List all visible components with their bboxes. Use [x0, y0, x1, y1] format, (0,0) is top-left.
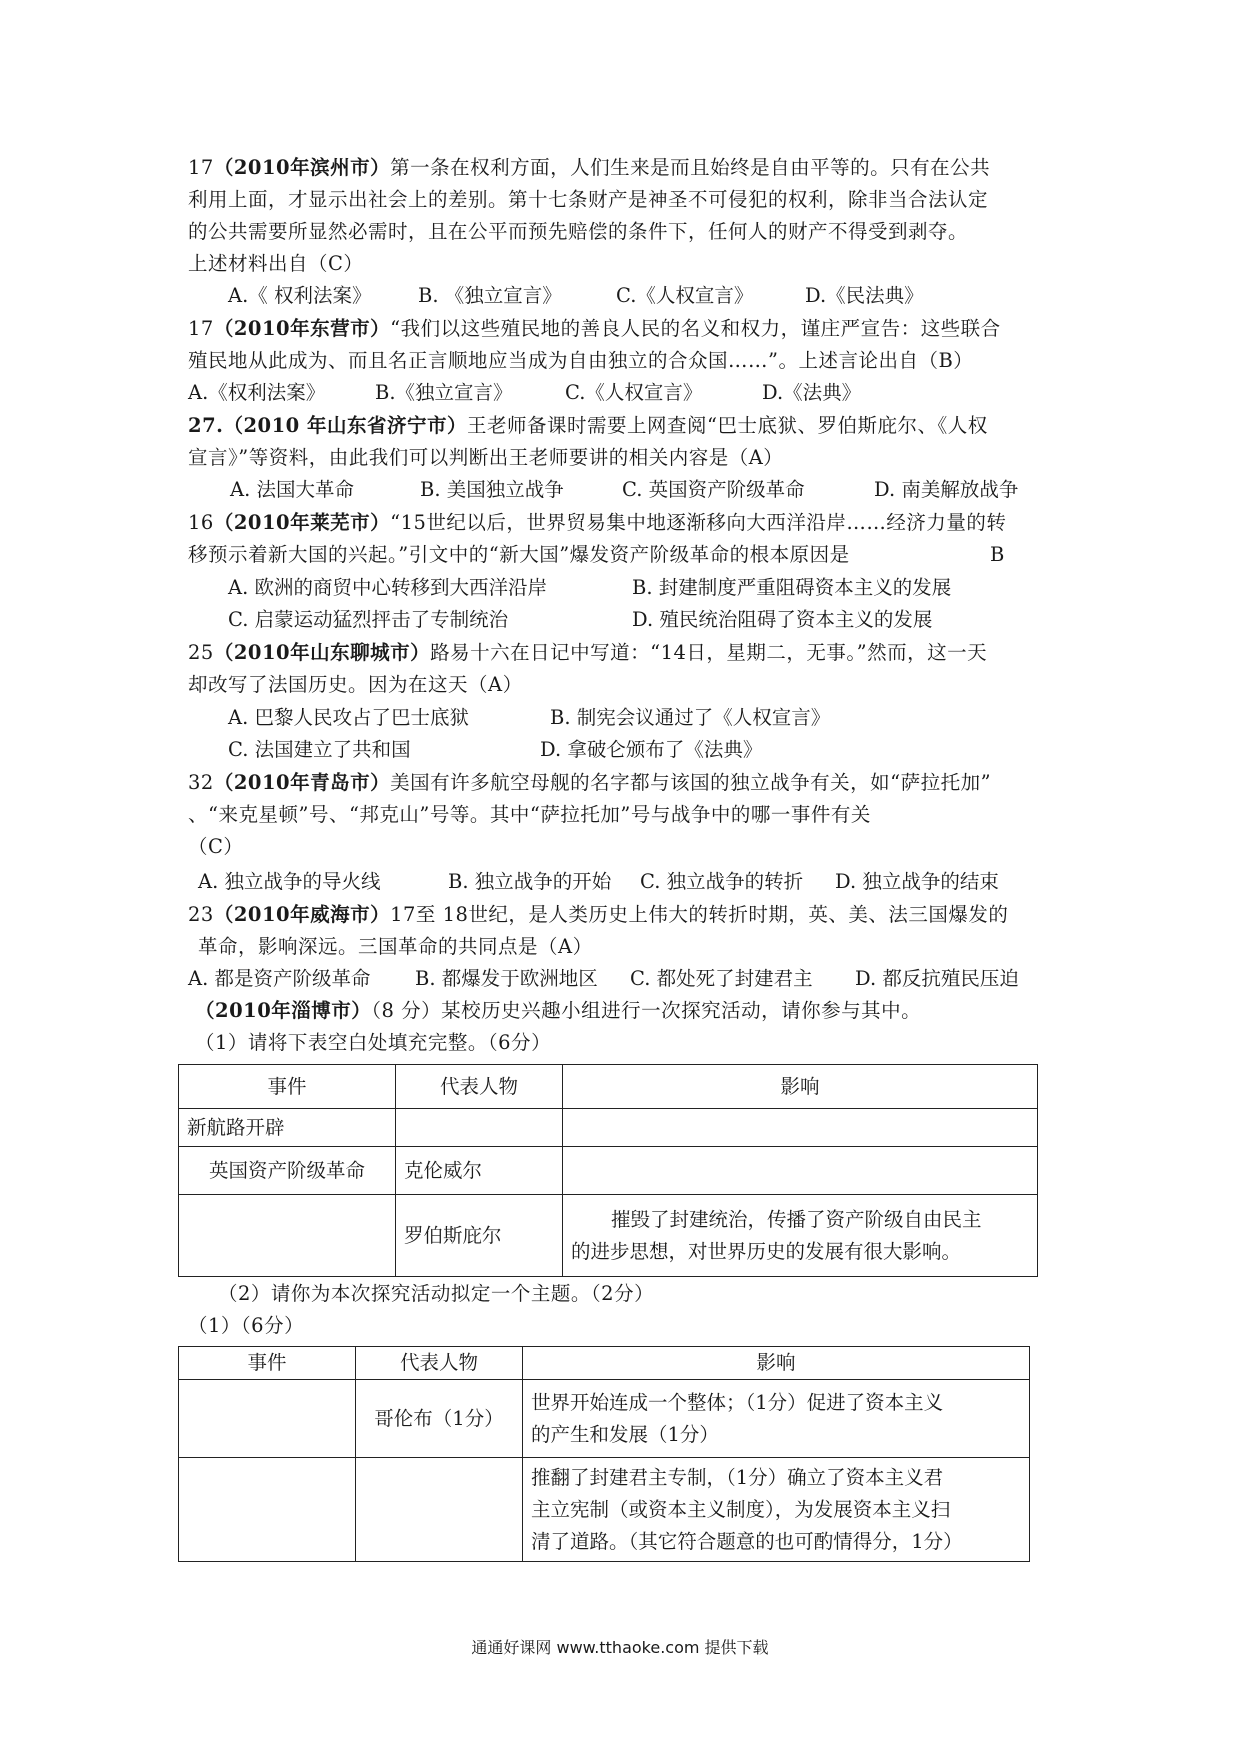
table-row — [179, 1147, 1038, 1195]
question-text-line: 、“来克星顿”号、“邦克山”号等。其中“萨拉托加”号与战争中的哪一事件有关 — [188, 803, 871, 826]
option-d: D.《法典》 — [762, 381, 862, 404]
option-d: D. 殖民统治阻碍了资本主义的发展 — [632, 608, 933, 631]
question-text: 王老师备课时需要上网查阅“巴士底狱、罗伯斯庇尔、《人权 — [467, 414, 988, 437]
question-number: 16 — [188, 511, 214, 534]
question-23-weihai — [188, 899, 1008, 931]
option-a: A.《 权利法案》 — [228, 284, 372, 307]
option-d: D. 拿破仑颁布了《法典》 — [540, 738, 763, 761]
option-b: B. 制宪会议通过了《人权宣言》 — [550, 706, 831, 729]
question-27-jining — [188, 410, 988, 442]
question-text-line: 利用上面，才显示出社会上的差别。第十七条财产是神圣不可侵犯的权利，除非当合法认定 — [188, 188, 989, 211]
question-text: “15世纪以后，世界贸易集中地逐渐移向大西洋沿岸……经济力量的转 — [390, 511, 1007, 534]
question-text-line: （C） — [188, 835, 244, 858]
table-header: 事件 — [179, 1347, 356, 1380]
option-a: A. 欧洲的商贸中心转移到大西洋沿岸 — [228, 576, 547, 599]
cell-line: 摧毁了封建统治，传播了资产阶级自由民主 — [611, 1207, 982, 1231]
cell-line: 主立宪制（或资本主义制度），为发展资本主义扫 — [531, 1497, 951, 1521]
table-header: 代表人物 — [356, 1347, 523, 1380]
question-number: 32 — [188, 771, 214, 794]
question-17-dongying — [188, 313, 1001, 345]
option-c: C.《人权宣言》 — [616, 284, 754, 307]
option-d: D. 南美解放战争 — [874, 478, 1019, 501]
table-cell: 英国资产阶级革命 — [179, 1147, 396, 1195]
option-b: B. 《独立宣言》 — [418, 284, 562, 307]
cell-line: 清了道路。（其它符合题意的也可酌情得分，1分） — [531, 1529, 963, 1553]
question-number: 17 — [188, 156, 214, 179]
option-d: D. 都反抗殖民压迫 — [855, 967, 1019, 990]
option-b: B. 封建制度严重阻碍资本主义的发展 — [632, 576, 952, 599]
answer-table — [178, 1346, 1030, 1562]
question-17-binzhou — [188, 152, 990, 184]
option-c: C. 法国建立了共和国 — [228, 738, 411, 761]
question-text: “我们以这些殖民地的善良人民的名义和权力，谨庄严宣告：这些联合 — [390, 317, 1001, 340]
table-cell: 哥伦布（1分） — [356, 1380, 523, 1458]
answer-label: （1）（6分） — [188, 1314, 305, 1337]
cell-line: 的产生和发展（1分） — [531, 1422, 719, 1446]
cell-line: 的进步思想，对世界历史的发展有很大影响。 — [571, 1239, 962, 1263]
question-text: 美国有许多航空母舰的名字都与该国的独立战争有关，如“萨拉托加” — [390, 771, 992, 794]
table-cell — [179, 1380, 356, 1458]
question-number: 23 — [188, 903, 214, 926]
table-cell — [179, 1195, 396, 1277]
question-text-line: 却改写了法国历史。因为在这天（A） — [188, 673, 523, 696]
option-b: B.《独立宣言》 — [375, 381, 513, 404]
question-zibo — [195, 995, 921, 1027]
table-cell — [523, 1380, 1030, 1458]
question-text: 第一条在权利方面，人们生来是而且始终是自由平等的。只有在公共 — [390, 156, 991, 179]
cell-line: 世界开始连成一个整体；（1分）促进了资本主义 — [531, 1390, 944, 1414]
table-cell: 克伦威尔 — [396, 1147, 563, 1195]
cell-line: 推翻了封建君主专制，（1分）确立了资本主义君 — [531, 1465, 944, 1489]
sub-question-2: （2）请你为本次探究活动拟定一个主题。（2分） — [218, 1282, 655, 1305]
question-text-line: 上述材料出自（C） — [188, 252, 364, 275]
option-b: B. 美国独立战争 — [420, 478, 564, 501]
option-b: B. 独立战争的开始 — [448, 870, 612, 893]
question-source: （2010年淄博市） — [195, 999, 372, 1022]
option-c: C. 启蒙运动猛烈抨击了专制统治 — [228, 608, 509, 631]
table-cell — [563, 1195, 1038, 1277]
question-source: （2010年山东聊城市） — [213, 641, 431, 664]
table-header: 影响 — [563, 1065, 1038, 1109]
table-row — [179, 1109, 1038, 1147]
option-a: A. 都是资产阶级革命 — [188, 967, 371, 990]
question-number: 25 — [188, 641, 214, 664]
question-source: （2010年滨州市） — [213, 156, 391, 179]
option-c: C. 英国资产阶级革命 — [622, 478, 805, 501]
table-header: 代表人物 — [396, 1065, 563, 1109]
option-b: B. 都爆发于欧洲地区 — [415, 967, 598, 990]
table-cell — [396, 1109, 563, 1147]
question-number: 27. — [188, 414, 224, 437]
question-text: 路易十六在日记中写道：“14日，星期二，无事。”然而，这一天 — [430, 641, 988, 664]
question-source: （2010年青岛市） — [213, 771, 391, 794]
question-32-qingdao — [188, 767, 991, 799]
question-25-liaocheng — [188, 637, 987, 669]
option-d: D. 独立战争的结束 — [835, 870, 999, 893]
table-header: 影响 — [523, 1347, 1030, 1380]
table-row — [179, 1458, 1030, 1562]
question-text-line: 殖民地从此成为、而且名正言顺地应当成为自由独立的合众国……”。上述言论出自（B） — [188, 349, 974, 372]
table-row — [179, 1380, 1030, 1458]
page-footer: 通通好课网 www.tthaoke.com 提供下载 — [471, 1638, 769, 1657]
table-row — [179, 1195, 1038, 1277]
answer-mark: B — [990, 543, 1005, 566]
question-source: （2010年莱芜市） — [213, 511, 391, 534]
option-c: C. 独立战争的转折 — [640, 870, 804, 893]
table-cell — [563, 1109, 1038, 1147]
question-16-laiwu — [188, 507, 1006, 539]
question-text-line: 革命，影响深远。三国革命的共同点是（A） — [198, 935, 593, 958]
question-text: （8 分）某校历史兴趣小组进行一次探究活动，请你参与其中。 — [371, 999, 922, 1022]
table-cell — [523, 1458, 1030, 1562]
fill-in-table — [178, 1064, 1038, 1277]
option-a: A. 独立战争的导火线 — [198, 870, 381, 893]
table-cell: 罗伯斯庇尔 — [396, 1195, 563, 1277]
option-a: A. 法国大革命 — [230, 478, 354, 501]
question-text-line: 的公共需要所显然必需时，且在公平而预先赔偿的条件下，任何人的财产不得受到剥夺。 — [188, 220, 969, 243]
option-a: A.《权利法案》 — [188, 381, 326, 404]
question-source: （2010年东营市） — [213, 317, 391, 340]
table-header: 事件 — [179, 1065, 396, 1109]
table-cell — [179, 1458, 356, 1562]
option-d: D.《民法典》 — [805, 284, 924, 307]
question-text: 17至 18世纪，是人类历史上伟大的转折时期，英、美、法三国爆发的 — [390, 903, 1009, 926]
option-c: C.《人权宣言》 — [565, 381, 703, 404]
option-a: A. 巴黎人民攻占了巴士底狱 — [228, 706, 469, 729]
question-source: （2010年威海市） — [213, 903, 391, 926]
question-source: （2010 年山东省济宁市） — [223, 414, 467, 437]
question-number: 17 — [188, 317, 214, 340]
question-text-line: 宣言》”等资料，由此我们可以判断出王老师要讲的相关内容是（A） — [188, 446, 784, 469]
table-cell — [563, 1147, 1038, 1195]
question-text-line: 移预示着新大国的兴起。”引文中的“新大国”爆发资产阶级革命的根本原因是 — [188, 543, 850, 566]
sub-question-1: （1）请将下表空白处填充完整。（6分） — [195, 1031, 552, 1054]
option-c: C. 都处死了封建君主 — [630, 967, 813, 990]
table-cell — [356, 1458, 523, 1562]
table-cell: 新航路开辟 — [179, 1109, 396, 1147]
